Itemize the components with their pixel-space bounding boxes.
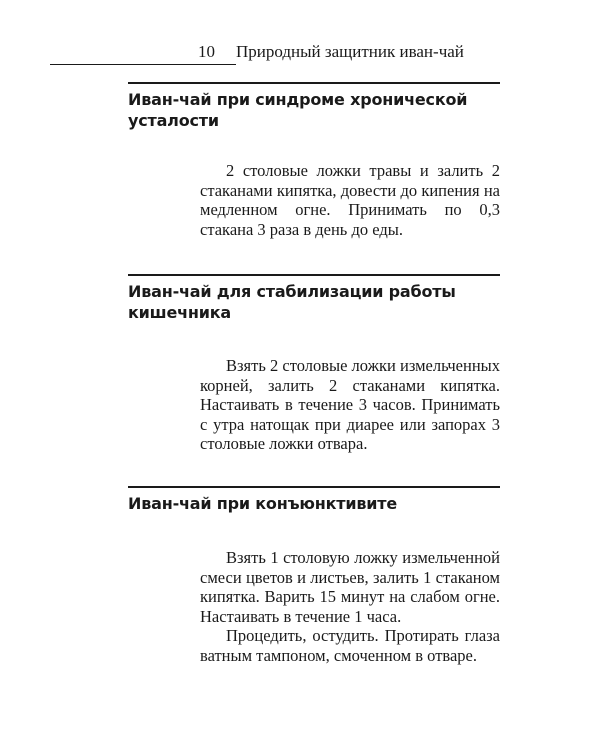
recipe-section-conjunctivitis bbox=[128, 486, 500, 665]
recipe-paragraph: 2 столовые ложки травы и залить 2 стаканами кипятка, довести до кипения на медленном огне. Принимать по 0,3 стакана 3 раза в день до еды. bbox=[200, 161, 500, 239]
recipe-section-fatigue bbox=[128, 82, 500, 239]
section-body bbox=[200, 161, 500, 239]
section-title: Иван-чай для стабилизации работы кишечника bbox=[128, 282, 456, 322]
section-divider bbox=[128, 82, 500, 84]
section-body bbox=[200, 548, 500, 665]
recipe-paragraph: Взять 2 столовые ложки измельченных корней, залить 2 стаканами кипятка. Настаивать в течение 3 часов. Принимать с утра натощак при диарее или запорах 3 столовые ложки отвара. bbox=[200, 356, 500, 453]
page-number: 10 bbox=[198, 42, 215, 61]
section-divider bbox=[128, 274, 500, 276]
recipe-section-intestine bbox=[128, 274, 500, 454]
recipe-paragraph: Процедить, остудить. Протирать глаза ватным тампоном, смоченном в отваре. bbox=[200, 626, 500, 665]
recipe-paragraph: Взять 1 столовую ложку измельченной смеси цветов и листьев, залить 1 стаканом кипятка. Варить 15 минут на слабом огне. Настаивать в течение 1 часа. bbox=[200, 548, 500, 626]
running-title: Природный защитник иван-чай bbox=[236, 42, 464, 61]
page-header bbox=[50, 34, 500, 68]
section-body bbox=[200, 356, 500, 454]
section-title: Иван-чай при синдроме хронической усталости bbox=[128, 90, 468, 130]
section-title: Иван-чай при конъюнктивите bbox=[128, 494, 398, 513]
header-rule bbox=[50, 64, 236, 65]
section-divider bbox=[128, 486, 500, 488]
